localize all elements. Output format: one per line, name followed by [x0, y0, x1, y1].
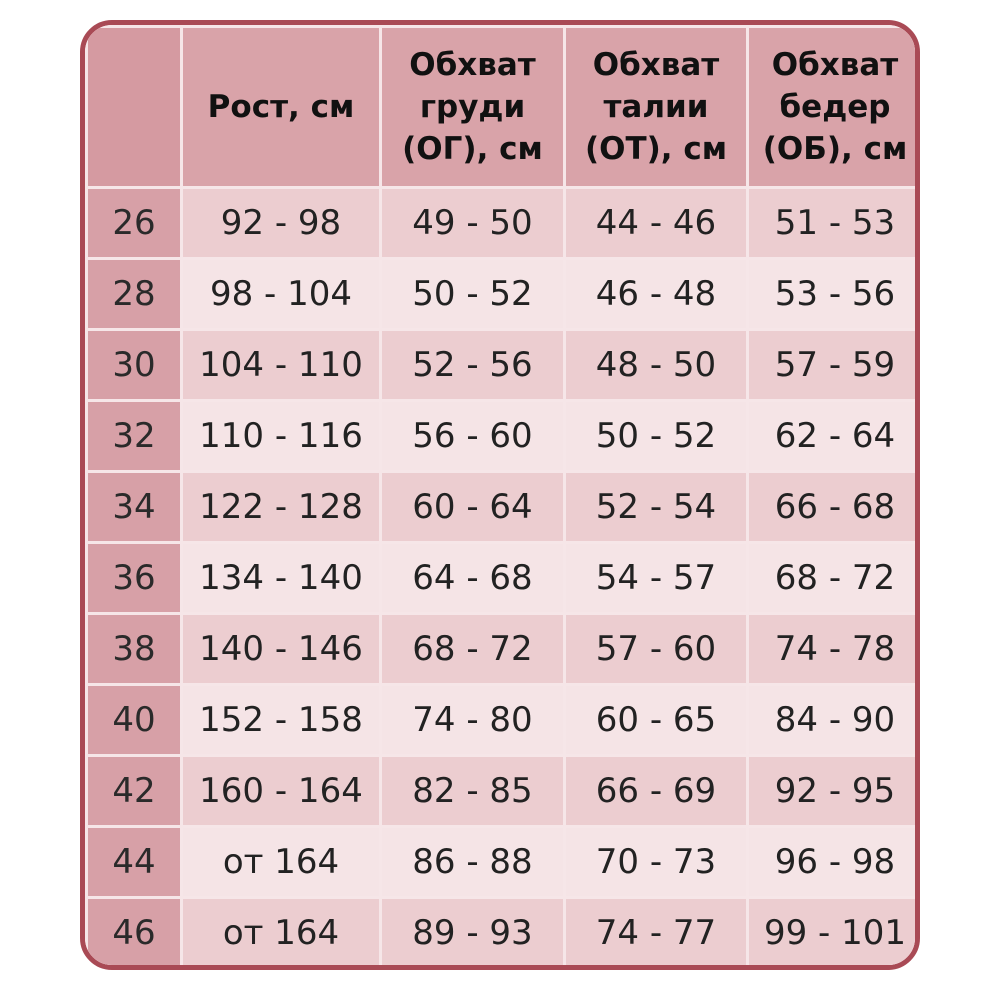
size-chart-body: [88, 189, 920, 967]
header-chest-line-1: Обхват: [409, 47, 536, 83]
table-row: [88, 828, 920, 896]
table-row: [88, 473, 920, 541]
table-row: [88, 544, 920, 612]
cell-waist: 50 - 52: [566, 402, 746, 470]
cell-chest: 68 - 72: [382, 615, 563, 683]
cell-height: 98 - 104: [183, 260, 379, 328]
cell-waist: 57 - 60: [566, 615, 746, 683]
cell-size: 46: [88, 899, 180, 967]
cell-chest: 56 - 60: [382, 402, 563, 470]
cell-waist: 70 - 73: [566, 828, 746, 896]
cell-height: 160 - 164: [183, 757, 379, 825]
cell-waist: 54 - 57: [566, 544, 746, 612]
cell-waist: 48 - 50: [566, 331, 746, 399]
table-row: [88, 189, 920, 257]
cell-height: 122 - 128: [183, 473, 379, 541]
cell-waist: 52 - 54: [566, 473, 746, 541]
cell-hips: 92 - 95: [749, 757, 920, 825]
header-waist-line-1: Обхват: [592, 47, 720, 83]
table-row: [88, 757, 920, 825]
header-height: [183, 28, 379, 186]
cell-size: 44: [88, 828, 180, 896]
cell-height: 152 - 158: [183, 686, 379, 754]
cell-height: 140 - 146: [183, 615, 379, 683]
header-corner: [88, 28, 180, 186]
header-hips: [749, 28, 920, 186]
cell-size: 34: [88, 473, 180, 541]
cell-hips: 53 - 56: [749, 260, 920, 328]
header-chest-line-3: (ОГ), см: [402, 131, 543, 167]
cell-hips: 68 - 72: [749, 544, 920, 612]
cell-height: от 164: [183, 828, 379, 896]
cell-waist: 66 - 69: [566, 757, 746, 825]
header-hips-line-3: (ОБ), см: [762, 131, 908, 167]
cell-chest: 60 - 64: [382, 473, 563, 541]
cell-height: от 164: [183, 899, 379, 967]
size-chart-frame: [80, 20, 920, 970]
cell-waist: 46 - 48: [566, 260, 746, 328]
cell-size: 36: [88, 544, 180, 612]
header-waist-line-2: талии: [603, 89, 709, 125]
cell-chest: 86 - 88: [382, 828, 563, 896]
cell-height: 104 - 110: [183, 331, 379, 399]
header-row: [88, 28, 920, 186]
table-row: [88, 331, 920, 399]
cell-chest: 89 - 93: [382, 899, 563, 967]
cell-hips: 84 - 90: [749, 686, 920, 754]
header-waist: [566, 28, 746, 186]
cell-size: 40: [88, 686, 180, 754]
table-row: [88, 615, 920, 683]
cell-hips: 99 - 101: [749, 899, 920, 967]
cell-chest: 49 - 50: [382, 189, 563, 257]
cell-waist: 60 - 65: [566, 686, 746, 754]
cell-size: 42: [88, 757, 180, 825]
cell-size: 38: [88, 615, 180, 683]
cell-size: 30: [88, 331, 180, 399]
cell-size: 26: [88, 189, 180, 257]
header-chest: [382, 28, 563, 186]
header-hips-line-1: Обхват: [771, 47, 899, 83]
cell-chest: 52 - 56: [382, 331, 563, 399]
table-row: [88, 686, 920, 754]
cell-chest: 50 - 52: [382, 260, 563, 328]
cell-hips: 74 - 78: [749, 615, 920, 683]
header-height-line: Рост, см: [207, 89, 355, 125]
cell-chest: 82 - 85: [382, 757, 563, 825]
table-row: [88, 402, 920, 470]
header-waist-line-3: (ОТ), см: [584, 131, 728, 167]
cell-chest: 74 - 80: [382, 686, 563, 754]
cell-hips: 62 - 64: [749, 402, 920, 470]
cell-size: 32: [88, 402, 180, 470]
cell-chest: 64 - 68: [382, 544, 563, 612]
cell-hips: 57 - 59: [749, 331, 920, 399]
table-row: [88, 260, 920, 328]
cell-hips: 66 - 68: [749, 473, 920, 541]
cell-hips: 51 - 53: [749, 189, 920, 257]
table-row: [88, 899, 920, 967]
cell-height: 92 - 98: [183, 189, 379, 257]
size-chart-table: [85, 25, 920, 970]
header-hips-line-2: бедер: [779, 89, 891, 125]
cell-size: 28: [88, 260, 180, 328]
cell-waist: 74 - 77: [566, 899, 746, 967]
cell-height: 110 - 116: [183, 402, 379, 470]
cell-hips: 96 - 98: [749, 828, 920, 896]
cell-waist: 44 - 46: [566, 189, 746, 257]
header-chest-line-2: груди: [419, 89, 526, 125]
cell-height: 134 - 140: [183, 544, 379, 612]
